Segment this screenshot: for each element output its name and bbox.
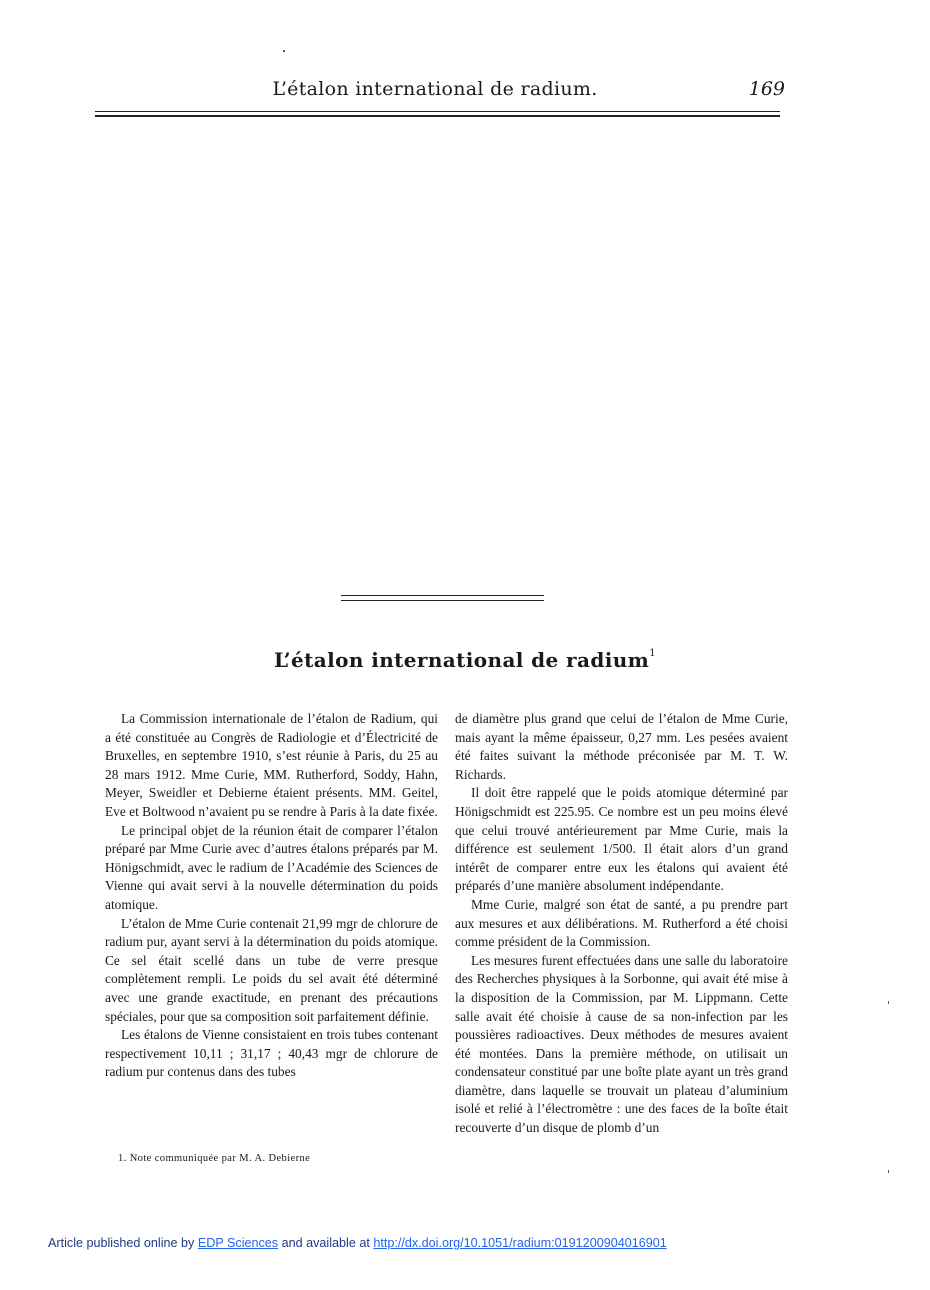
paragraph: Les mesures furent effectuées dans une salle du laboratoire des Recherches physiques à la Sorbonne, qui avait été mise à la disposition de la Commission, par M. Lippmann. Cette salle avait été choisie à cause de sa non-infection par les poussières radioactives. Deux méthodes de mesures avaient été montées. Dans la première méthode, on utilisait un condensateur constitué par une boîte plate ayant un très grand diamètre, dans laquelle se trouvait un plateau d’aluminium isolé et relié à l’électromètre : une des faces de la boîte était recouverte d’un disque de plomb d’un	[455, 952, 788, 1136]
page-number: 169	[748, 78, 785, 100]
doi-link[interactable]: http://dx.doi.org/10.1051/radium:0191200904016901	[373, 1236, 667, 1250]
publisher-prefix: Article published online by	[48, 1236, 198, 1250]
paragraph: L’étalon de Mme Curie contenait 21,99 mgr de chlorure de radium pur, ayant servi à la détermination du poids atomique. Ce sel était scellé dans un tube de verre presque complètement rempli. Le poids du sel avait été déterminé avec une grande exactitude, en prenant des précautions spéciales, pour que sa composition soit parfaitement définie.	[105, 915, 438, 1024]
right-column	[455, 710, 788, 1138]
left-column	[105, 710, 438, 1082]
article-title-text: L’étalon international de radium	[274, 648, 650, 672]
running-title: L’étalon international de radium.	[272, 78, 598, 100]
publisher-middle: and available at	[278, 1236, 374, 1250]
paragraph: de diamètre plus grand que celui de l’étalon de Mme Curie, mais ayant la même épaisseur, 0,27 mm. Les pesées avaient été faites suivant la méthode préconisée par M. T. W. Richards.	[455, 711, 788, 782]
paragraph: Les étalons de Vienne consistaient en trois tubes contenant respectivement 10,11 ; 31,17 ; 40,43 mgr de chlorure de radium pur contenus dans des tubes	[105, 1027, 438, 1080]
footnote-marker: 1	[649, 648, 656, 660]
page-speck	[283, 50, 285, 52]
paragraph: La Commission internationale de l’étalon de Radium, qui a été constituée au Congrès de Radiologie et d’Électricité de Bruxelles, en septembre 1910, s’est réunie à Paris, du 25 au 28 mars 1912. Mme Curie, MM. Rutherford, Soddy, Hahn, Meyer, Sweidler et Debierne étaient présents. MM. Geitel, Eve et Boltwood n’avaient pu se rendre à Paris à la date fixée.	[105, 711, 438, 819]
publisher-line	[48, 1236, 918, 1250]
footnote: 1. Note communiquée par M. A. Debierne	[118, 1153, 311, 1164]
paragraph: Le principal objet de la réunion était de comparer l’étalon préparé par Mme Curie avec d’autres étalons préparés par M. Hönigschmidt, avec le radium de l’Académie des Sciences de Vienne qui avait servi à la nouvelle détermination du poids atomique.	[105, 822, 438, 912]
section-divider-top	[341, 595, 544, 596]
paragraph: Il doit être rappelé que le poids atomique déterminé par Hönigschmidt est 225.95. Ce nombre est un peu moins élevé que celui trouvé antérieurement par Mme Curie, mais la différence est seulement 1/500. Il était alors d’un grand intérêt de comparer entre eux les étalons qui avaient été préparés d’une manière absolument indépendante.	[455, 785, 788, 894]
margin-mark	[888, 1170, 889, 1173]
paragraph: Mme Curie, malgré son état de santé, a pu prendre part aux mesures et aux délibérations. M. Rutherford a été choisi comme président de la Commission.	[455, 896, 788, 950]
article-title	[200, 648, 730, 672]
margin-mark	[888, 1001, 889, 1004]
header-rule-bottom	[95, 115, 780, 117]
section-divider-bottom	[341, 600, 544, 601]
publisher-link[interactable]: EDP Sciences	[197, 1236, 279, 1250]
header-rule-top	[95, 111, 780, 112]
